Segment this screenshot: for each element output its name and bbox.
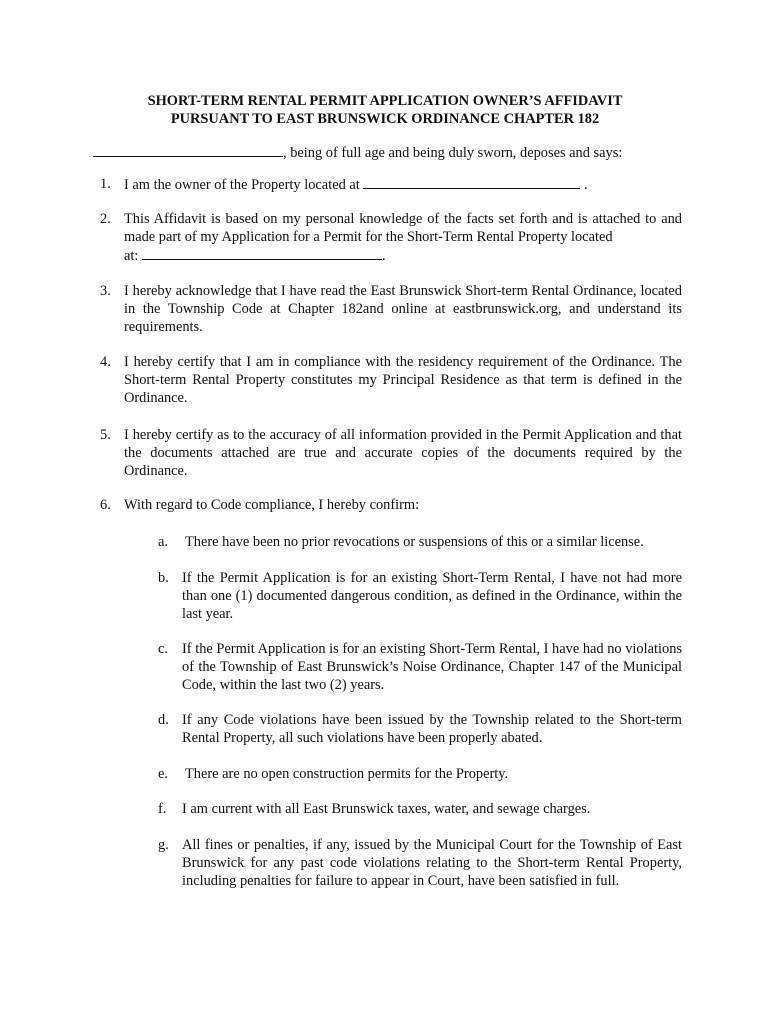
- item-2-tail: [124, 246, 682, 265]
- subitem-letter: c.: [158, 641, 168, 657]
- item-1: [124, 175, 682, 194]
- subitem-f: I am current with all East Brunswick taxes, water, and sewage charges.: [182, 801, 591, 817]
- item-number: 1.: [100, 176, 111, 192]
- subitem-letter: e.: [158, 766, 168, 782]
- item-2-tail-label: at:: [124, 248, 139, 264]
- subitem-g: All fines or penalties, if any, issued by the Municipal Court for the Township of East Brunswick for any past code violations relating to the Short-term Rental Property, including penalties for failure to appear in Court, have been satisfied in full.: [182, 837, 682, 889]
- affiant-name-blank[interactable]: [93, 143, 283, 157]
- subitem-letter: a.: [158, 534, 168, 550]
- item-5: I hereby certify as to the accuracy of all information provided in the Permit Application and that the documents attached are true and accurate copies of the documents required by the Ordinance.: [124, 427, 682, 479]
- item-2-text: This Affidavit is based on my personal knowledge of the facts set forth and is attached to and made part of my Application for a Permit for the Short-Term Rental Property located: [124, 211, 682, 245]
- item-number: 6.: [100, 497, 111, 513]
- subitem-letter: g.: [158, 837, 169, 853]
- document-title-line-1: SHORT-TERM RENTAL PERMIT APPLICATION OWNER’S AFFIDAVIT: [147, 93, 623, 109]
- item-number: 2.: [100, 211, 111, 227]
- item-4: I hereby certify that I am in compliance with the residency requirement of the Ordinance. The Short-term Rental Property constitutes my Principal Residence as that term is defined in the Ordinance.: [124, 354, 682, 406]
- subitem-d: If any Code violations have been issued by the Township related to the Short-term Rental Property, all such violations have been properly abated.: [182, 712, 682, 746]
- property-address-blank[interactable]: [363, 175, 580, 189]
- document-title-line-2: PURSUANT TO EAST BRUNSWICK ORDINANCE CHAPTER 182: [170, 111, 600, 127]
- subitem-letter: b.: [158, 570, 169, 586]
- item-2: [124, 210, 682, 265]
- subitem-c: If the Permit Application is for an existing Short-Term Rental, I have had no violations of the Township of East Brunswick’s Noise Ordinance, Chapter 147 of the Municipal Code, within the last two (2) years.: [182, 641, 682, 693]
- subitem-a: There have been no prior revocations or suspensions of this or a similar license.: [185, 534, 644, 550]
- subitem-letter: d.: [158, 712, 169, 728]
- subitem-e: There are no open construction permits for the Property.: [185, 766, 509, 782]
- item-1-end: .: [583, 177, 588, 193]
- deposes-statement: [93, 143, 683, 162]
- item-number: 4.: [100, 354, 111, 370]
- item-3: I hereby acknowledge that I have read the East Brunswick Short-term Rental Ordinance, located in the Township Code at Chapter 182and online at eastbrunswick.org, and understand its requirements.: [124, 283, 682, 335]
- deposes-text: , being of full age and being duly sworn, deposes and says:: [283, 145, 623, 161]
- item-1-text: I am the owner of the Property located at: [124, 177, 360, 193]
- item-number: 3.: [100, 283, 111, 299]
- rental-property-location-blank[interactable]: [142, 246, 382, 260]
- item-number: 5.: [100, 427, 111, 443]
- item-2-tail-end: .: [382, 248, 386, 264]
- item-6: With regard to Code compliance, I hereby confirm:: [124, 497, 420, 513]
- subitem-letter: f.: [158, 801, 167, 817]
- subitem-b: If the Permit Application is for an existing Short-Term Rental, I have not had more than one (1) documented dangerous condition, as defined in the Ordinance, within the last year.: [182, 570, 682, 622]
